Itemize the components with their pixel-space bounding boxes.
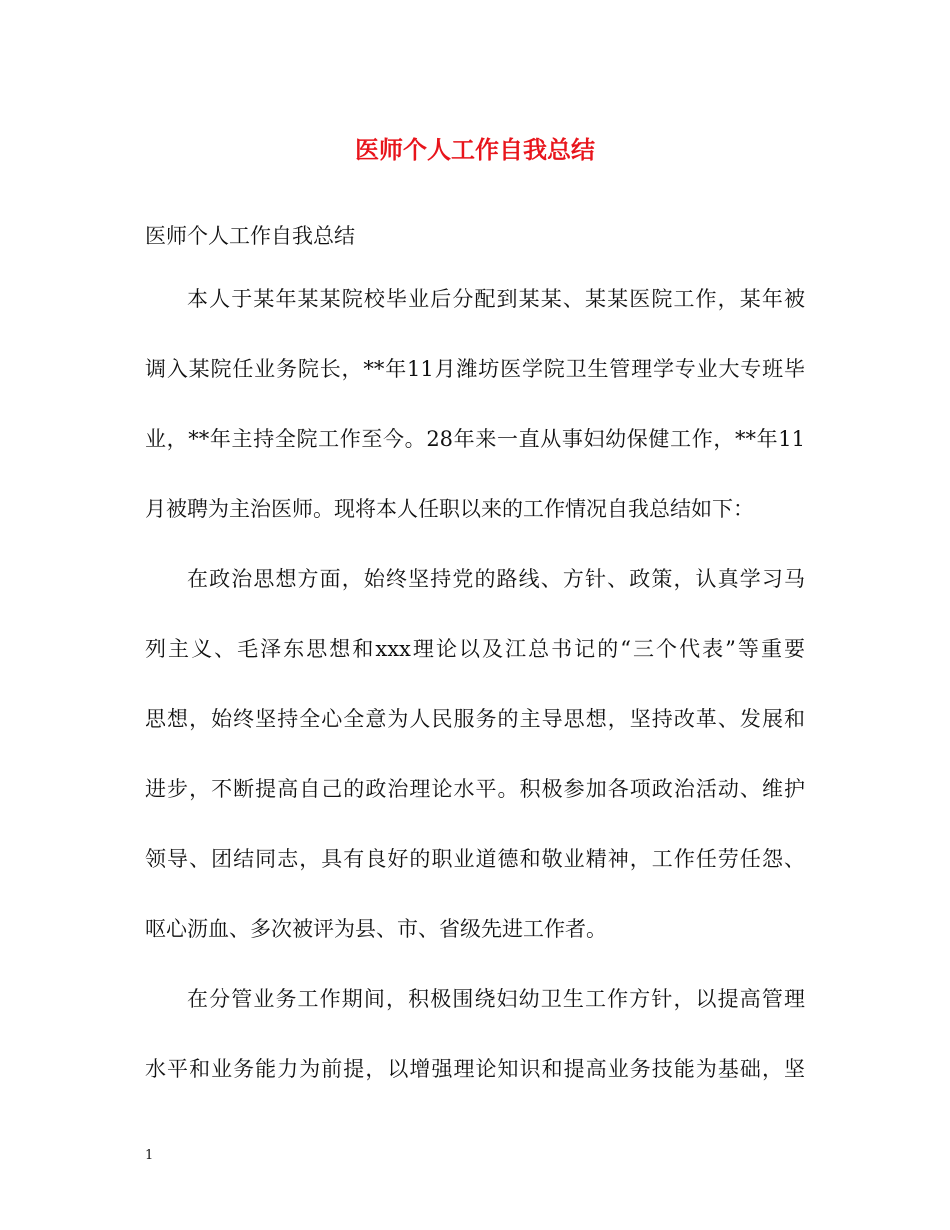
paragraph-line: 调入某院任业务院长，**年11月潍坊医学院卫生管理学专业大专班毕 bbox=[145, 357, 805, 381]
paragraph-line: 在政治思想方面，始终坚持党的路线、方针、政策，认真学习马 bbox=[187, 567, 805, 591]
paragraph-line: 思想，始终坚持全心全意为人民服务的主导思想，坚持改革、发展和 bbox=[145, 707, 805, 731]
paragraph-line: 本人于某年某某院校毕业后分配到某某、某某医院工作，某年被 bbox=[187, 287, 805, 311]
paragraph-line: 列主义、毛泽东思想和xxx理论以及江总书记的“三个代表”等重要 bbox=[145, 637, 805, 661]
paragraph-line: 在分管业务工作期间，积极围绕妇幼卫生工作方针，以提高管理 bbox=[187, 987, 805, 1011]
paragraph-line: 月被聘为主治医师。现将本人任职以来的工作情况自我总结如下： bbox=[145, 497, 754, 521]
paragraph-line: 水平和业务能力为前提，以增强理论知识和提高业务技能为基础，坚 bbox=[145, 1057, 805, 1081]
paragraph-line: 业，**年主持全院工作至今。28年来一直从事妇幼保健工作，**年11 bbox=[145, 427, 805, 451]
paragraph-line: 领导、团结同志，具有良好的职业道德和敬业精神，工作任劳任怨、 bbox=[145, 847, 805, 871]
paragraph-line: 呕心沥血、多次被评为县、市、省级先进工作者。 bbox=[145, 917, 607, 941]
paragraph-line: 进步，不断提高自己的政治理论水平。积极参加各项政治活动、维护 bbox=[145, 777, 805, 801]
page-number: 1 bbox=[145, 1148, 154, 1163]
document-subtitle: 医师个人工作自我总结 bbox=[145, 224, 355, 248]
document-title: 医师个人工作自我总结 bbox=[355, 135, 595, 164]
